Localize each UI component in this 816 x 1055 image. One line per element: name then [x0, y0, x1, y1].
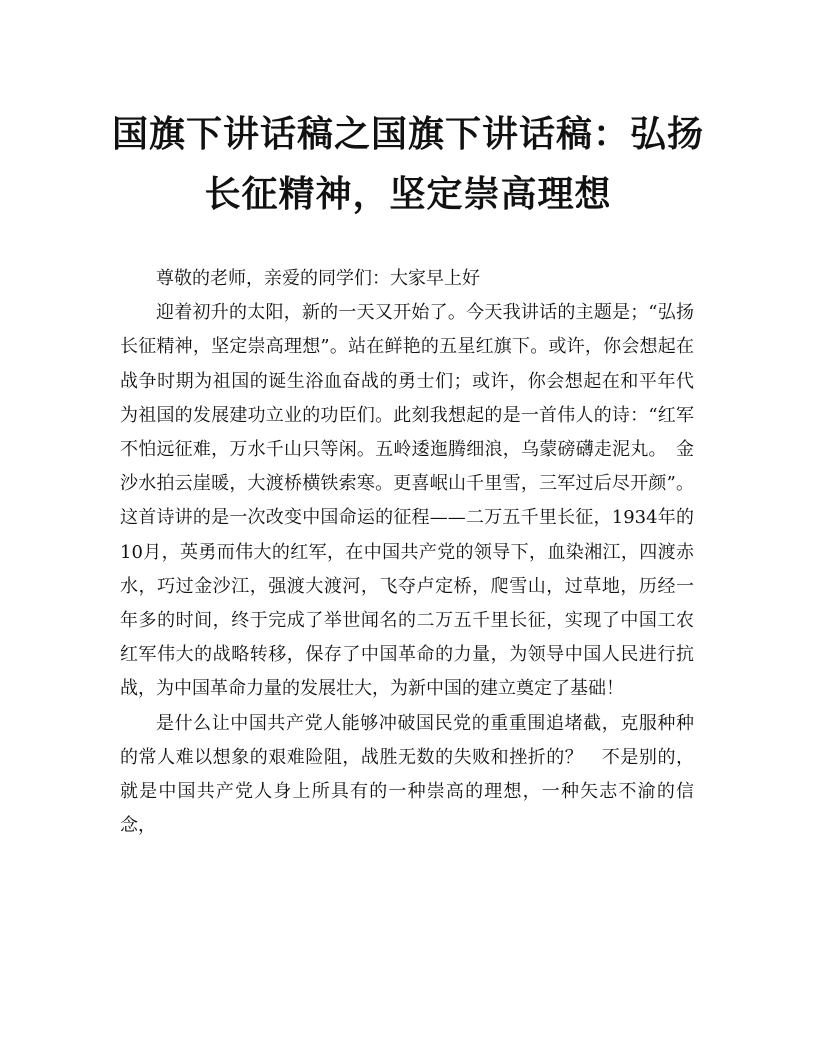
body-paragraph: 是什么让中国共产党人能够冲破国民党的重重围追堵截，克服种种的常人难以想象的艰难险阻，战胜无数的失败和挫折的？ 不是别的，就是中国共产党人身上所具有的一种崇高的理想，一种矢志不渝的信念， — [120, 712, 694, 837]
greeting-paragraph: 尊敬的老师，亲爱的同学们：大家早上好 — [156, 268, 480, 289]
document-body — [120, 262, 694, 843]
document-title: 国旗下讲话稿之国旗下讲话稿：弘扬长征精神，坚定崇高理想 — [111, 113, 704, 215]
body-paragraph: 迎着初升的太阳，新的一天又开始了。今天我讲话的主题是；“弘扬长征精神，坚定崇高理想”。站在鲜艳的五星红旗下。或许，你会想起在战争时期为祖国的诞生浴血奋战的勇士们；或许，你会想起在和平年代为祖国的发展建功立业的功臣们。此刻我想起的是一首伟人的诗：“红军不怕远征难，万水千山只等闲。五岭逶迤腾细浪，乌蒙磅礴走泥丸。 金沙水拍云崖暖，大渡桥横铁索寒。更喜岷山千里雪，三军过后尽开颜”。这首诗讲的是一次改变中国命运的征程——二万五千里长征，1934年的10月，英勇而伟大的红军，在中国共产党的领导下，血染湘江，四渡赤水，巧过金沙江，强渡大渡河，飞夺卢定桥，爬雪山，过草地，历经一年多的时间，终于完成了举世闻名的二万五千里长征，实现了中国工农红军伟大的战略转移，保存了中国革命的力量，为领导中国人民进行抗战，为中国革命力量的发展壮大，为新中国的建立奠定了基础！ — [120, 302, 694, 700]
